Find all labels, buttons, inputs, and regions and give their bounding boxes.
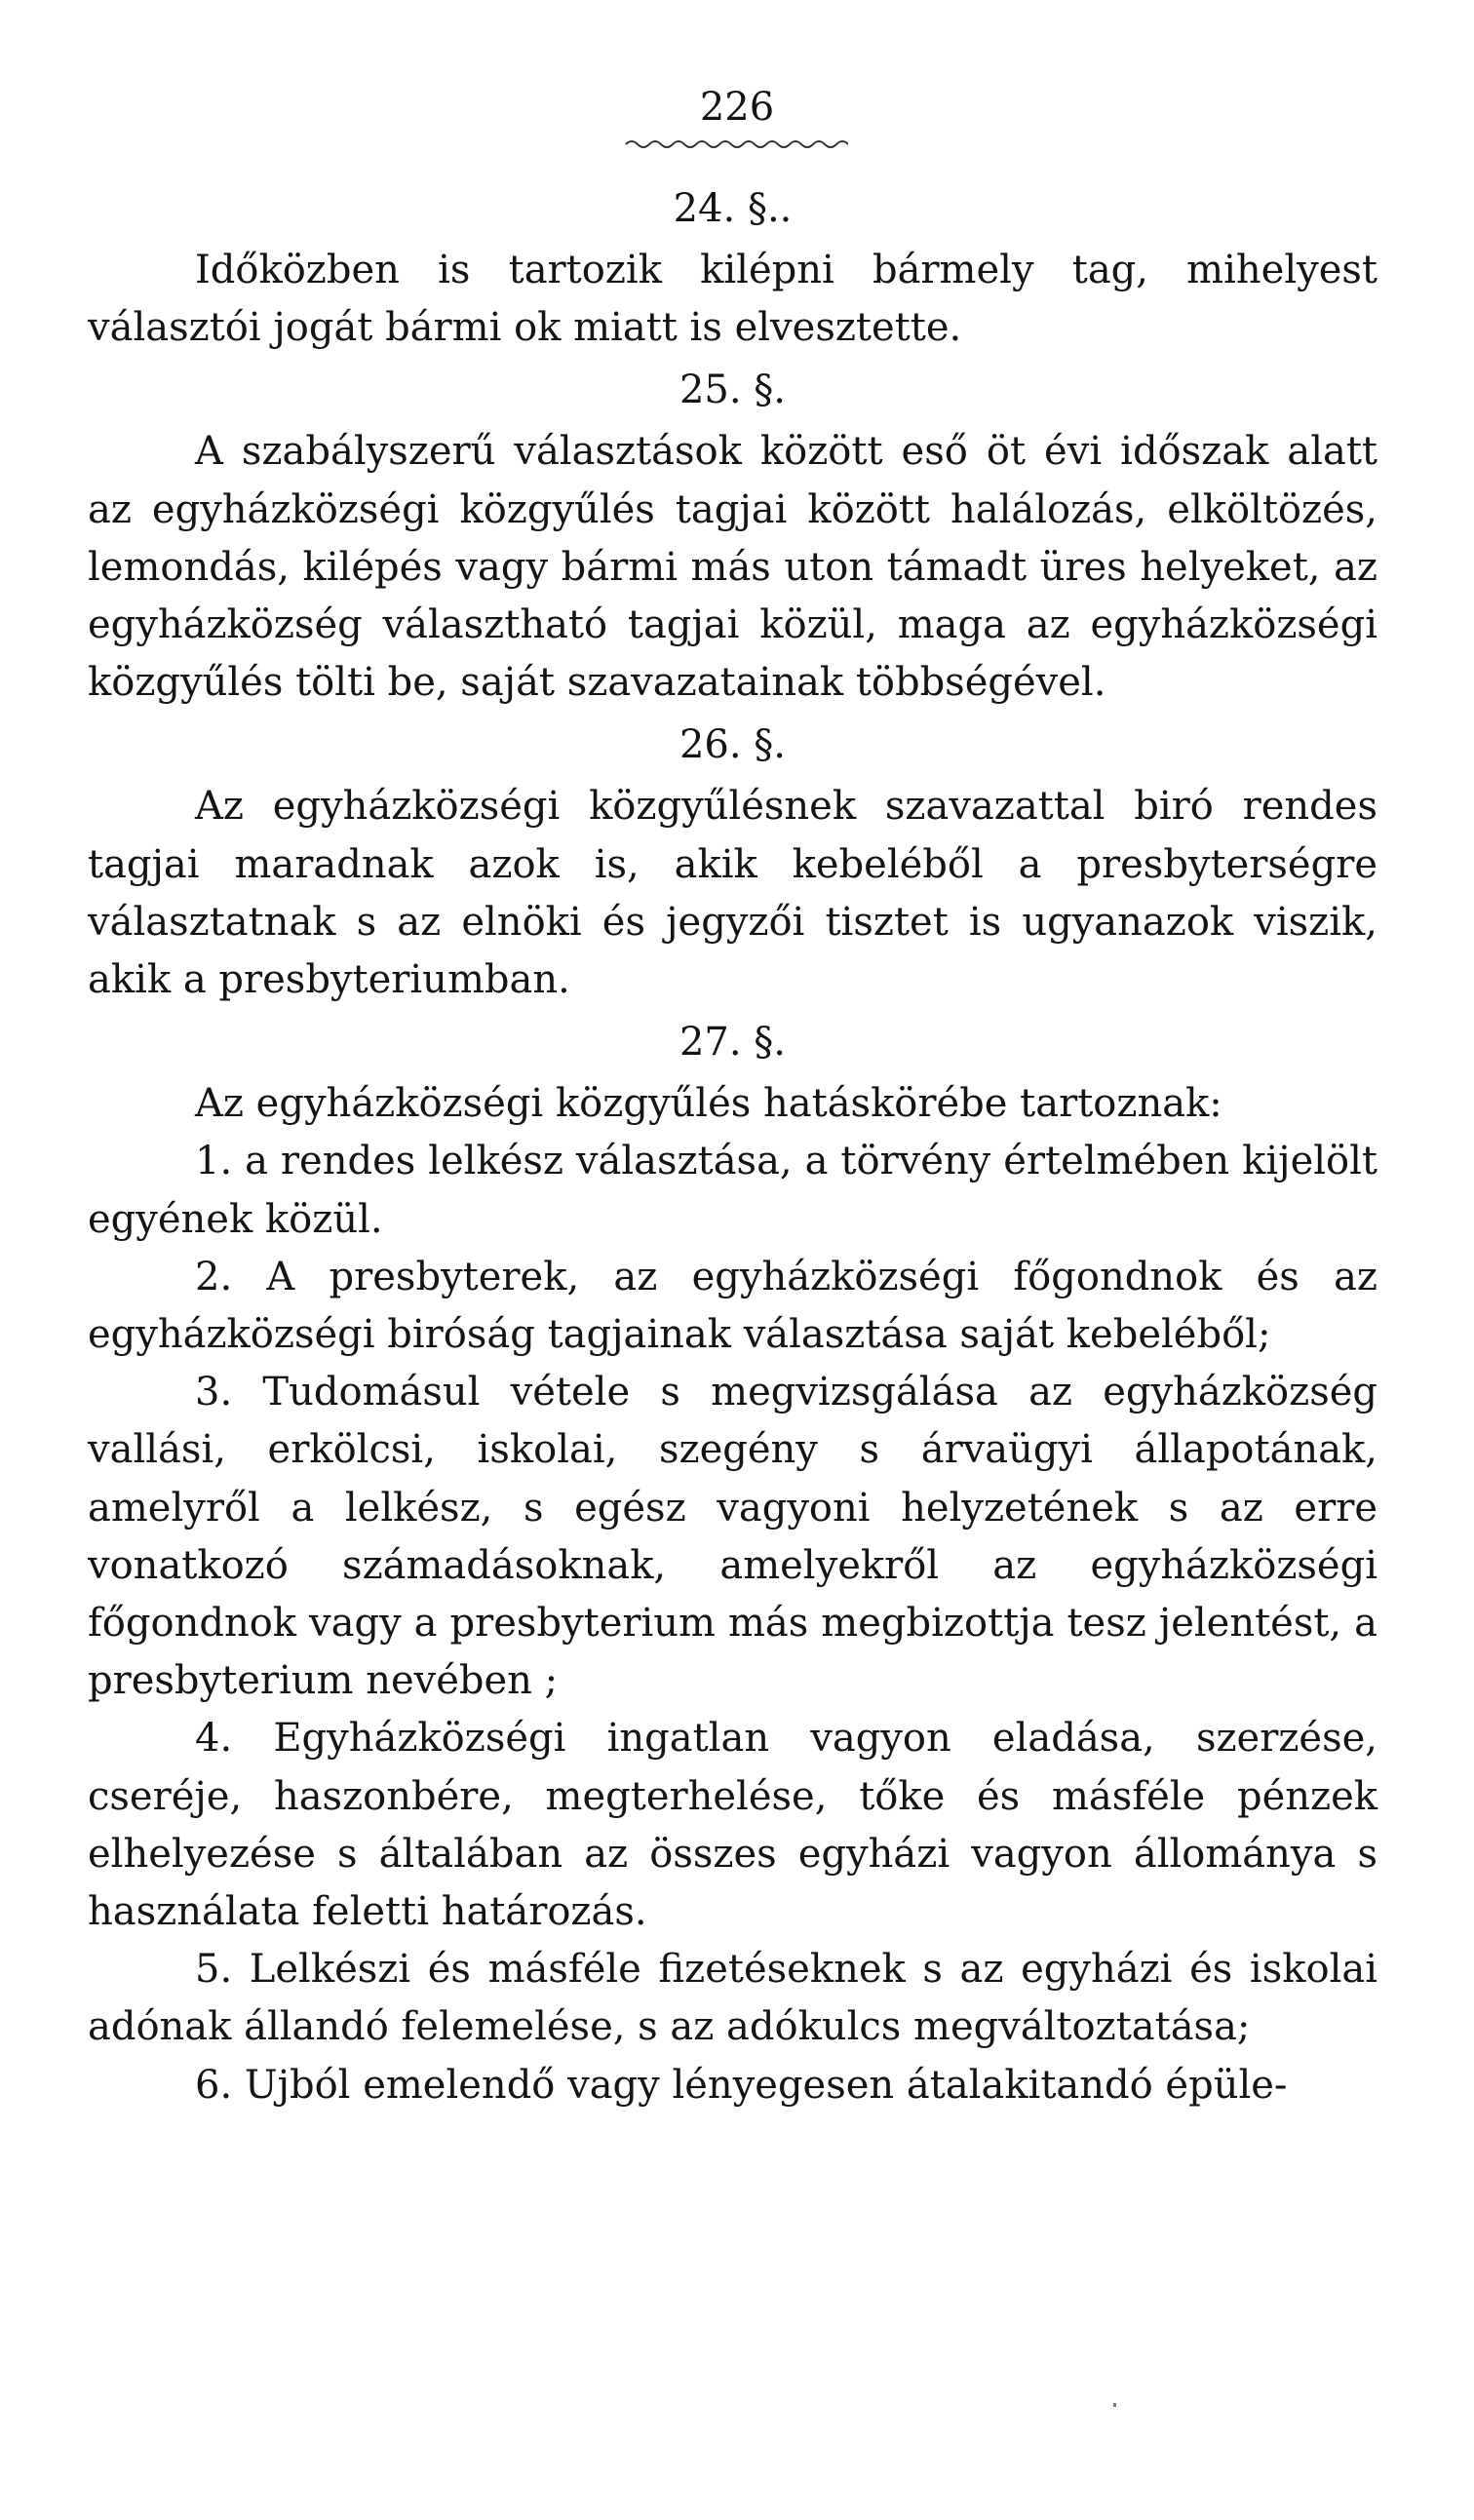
list-item: 1. a rendes lelkész választása, a törvény értelmében kijelölt egyének közül. — [88, 1139, 1377, 1242]
list-item: 3. Tudomásul vétele s megvizsgálása az egyházközség vallási, erkölcsi, iskolai, szegény s árvaügyi állapotának, amelyről a lelkész, s egész vagyoni helyzetének s az erre vonatkozó számadásoknak, amelyekről az egyházközségi főgondnok vagy a presbyterium más megbizottja tesz jelentést, a presbyterium nevében ; — [88, 1370, 1377, 1704]
section-heading: 24. §.. — [673, 186, 793, 231]
list-item: 6. Ujból emelendő vagy lényegesen átalakitandó épüle- — [195, 2062, 1288, 2108]
print-speck — [1113, 2403, 1116, 2407]
section-heading: 25. §. — [679, 368, 787, 413]
section-heading: 26. §. — [679, 722, 787, 768]
paragraph: Időközben is tartozik kilépni bármely tag, mihelyest választói jogát bármi ok miatt is elvesztette. — [88, 248, 1377, 351]
list-item: 2. A presbyterek, az egyházközségi főgondnok és az egyházközségi biróság tagjainak választása saját kebeléből; — [88, 1254, 1377, 1358]
wavy-rule-ornament — [624, 136, 848, 152]
page-body — [88, 175, 1377, 2114]
section-heading: 27. §. — [679, 1020, 787, 1066]
list-item: 4. Egyházközségi ingatlan vagyon eladása, szerzése, cseréje, haszonbére, megterhelése, tőke és másféle pénzek elhelyezése s általában az összes egyházi vagyon állománya s használata feletti határozás. — [88, 1716, 1377, 1935]
paragraph: A szabályszerű választások között eső öt évi időszak alatt az egyházközségi közgyűlés tagjai között halálozás, elköltözés, lemondás, kilépés vagy bármi más uton támadt üres helyeket, az egyházközség választható tagjai közül, maga az egyházközségi közgyűlés tölti be, saját szavazatainak többségével. — [88, 429, 1377, 706]
paragraph-intro: Az egyházközségi közgyűlés hatáskörébe tartoznak: — [195, 1081, 1222, 1127]
page-number: 226 — [699, 85, 775, 130]
list-item: 5. Lelkészi és másféle fizetéseknek s az egyházi és iskolai adónak állandó felemelése, s az adókulcs megváltoztatása; — [88, 1947, 1377, 2050]
paragraph: Az egyházközségi közgyűlésnek szavazattal biró rendes tagjai maradnak azok is, akik kebeléből a presbyterségre választatnak s az elnöki és jegyzői tisztet is ugyanazok viszik, akik a presbyteriumban. — [88, 784, 1377, 1003]
